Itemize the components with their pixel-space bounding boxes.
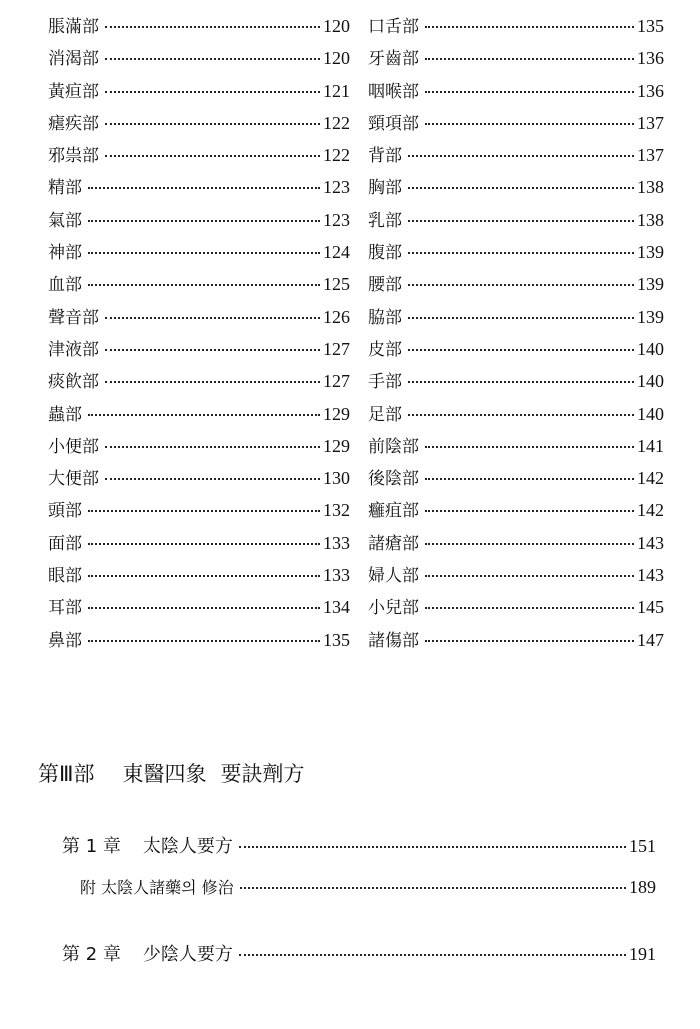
dot-leader — [88, 187, 320, 189]
dot-leader — [88, 543, 320, 545]
toc-entry — [48, 432, 350, 464]
toc-entry-label: 精部 — [48, 178, 82, 199]
toc-entry-page: 136 — [637, 80, 664, 101]
toc-entry — [368, 529, 664, 561]
toc-entry-label: 諸瘡部 — [368, 533, 419, 554]
dot-leader — [425, 123, 634, 125]
toc-entry-page: 123 — [323, 209, 350, 230]
toc-entry-label: 小兒部 — [368, 598, 419, 619]
toc-entry-label: 手部 — [368, 372, 402, 393]
dot-leader — [88, 510, 320, 512]
toc-entry-page: 143 — [637, 532, 664, 553]
toc-entry-page: 138 — [637, 177, 664, 198]
dot-leader — [240, 887, 626, 889]
toc-entry — [48, 464, 350, 496]
toc-entry — [48, 529, 350, 561]
dot-leader — [408, 220, 634, 222]
dot-leader — [408, 284, 634, 286]
toc-entry — [368, 109, 664, 141]
dot-leader — [408, 155, 634, 157]
dot-leader — [408, 187, 634, 189]
toc-entry — [368, 432, 664, 464]
subsection-entry — [80, 875, 656, 898]
dot-leader — [408, 317, 634, 319]
toc-entry-page: 125 — [323, 274, 350, 295]
toc-entry-page: 147 — [637, 629, 664, 650]
toc-entry-label: 面部 — [48, 533, 82, 554]
toc-entry — [368, 400, 664, 432]
toc-entry-label: 諸傷部 — [368, 630, 419, 651]
toc-entry-page: 143 — [637, 565, 664, 586]
part-heading — [38, 758, 304, 788]
toc-entry — [48, 496, 350, 528]
toc-entry-page: 145 — [637, 597, 664, 618]
toc-entry-label: 耳部 — [48, 598, 82, 619]
toc-entry — [368, 561, 664, 593]
dot-leader — [105, 317, 320, 319]
toc-entry-page: 129 — [323, 435, 350, 456]
toc-entry-label: 足部 — [368, 404, 402, 425]
toc-entry-page: 140 — [637, 371, 664, 392]
toc-entry-label: 腰部 — [368, 275, 402, 296]
toc-entry-label: 後陰部 — [368, 469, 419, 490]
toc-entry — [368, 173, 664, 205]
toc-entry-page: 137 — [637, 145, 664, 166]
toc-entry-label: 婦人部 — [368, 566, 419, 587]
dot-leader — [88, 252, 320, 254]
toc-entry-page: 134 — [323, 597, 350, 618]
toc-entry-page: 135 — [637, 16, 664, 36]
dot-leader — [105, 26, 320, 28]
toc-entry-page: 140 — [637, 338, 664, 359]
dot-leader — [425, 510, 634, 512]
toc-entry-page: 141 — [637, 435, 664, 456]
dot-leader — [88, 640, 320, 642]
toc-entry — [48, 109, 350, 141]
dot-leader — [239, 954, 626, 956]
toc-entry-page: 140 — [637, 403, 664, 424]
toc-entry-label: 脇部 — [368, 307, 402, 328]
toc-entry-page: 139 — [637, 306, 664, 327]
toc-entry — [368, 270, 664, 302]
dot-leader — [425, 640, 634, 642]
toc-entry-page: 122 — [323, 112, 350, 133]
dot-leader — [105, 349, 320, 351]
dot-leader — [105, 381, 320, 383]
part-title-a: 東醫四象 — [122, 762, 207, 786]
toc-entry-page: 135 — [323, 629, 350, 650]
toc-entry — [48, 12, 350, 44]
dot-leader — [88, 607, 320, 609]
subsection-page: 189 — [629, 877, 656, 897]
toc-entry-label: 口舌部 — [368, 17, 419, 37]
dot-leader — [425, 478, 634, 480]
toc-entry-page: 142 — [637, 500, 664, 521]
toc-entry-label: 痰飮部 — [48, 372, 99, 393]
dot-leader — [105, 91, 320, 93]
chapter-page: 191 — [629, 944, 656, 964]
dot-leader — [239, 846, 626, 848]
toc-entry — [48, 77, 350, 109]
toc-entry — [368, 44, 664, 76]
toc-entry-label: 血部 — [48, 275, 82, 296]
toc-entry-page: 126 — [323, 306, 350, 327]
chapter-number: 第 1 章 — [62, 836, 121, 857]
toc-entry-page: 142 — [637, 468, 664, 489]
dot-leader — [88, 414, 320, 416]
toc-entry — [48, 206, 350, 238]
toc-entry-page: 120 — [323, 16, 350, 36]
toc-entry — [48, 44, 350, 76]
toc-entry-label: 皮部 — [368, 339, 402, 360]
dot-leader — [105, 478, 320, 480]
toc-entry — [368, 238, 664, 270]
toc-entry — [48, 141, 350, 173]
toc-entry — [368, 12, 664, 44]
toc-entry-label: 腹部 — [368, 243, 402, 264]
toc-entry-label: 黃疸部 — [48, 81, 99, 102]
chapter-title: 太陰人要方 — [142, 836, 233, 857]
dot-leader — [425, 58, 634, 60]
toc-entry-page: 139 — [637, 274, 664, 295]
toc-left-column — [48, 12, 350, 658]
toc-entry-page: 127 — [323, 338, 350, 359]
toc-entry-label: 邪祟部 — [48, 146, 99, 167]
dot-leader — [408, 414, 634, 416]
toc-entry — [48, 335, 350, 367]
toc-entry-label: 消渴部 — [48, 49, 99, 70]
toc-entry-label: 眼部 — [48, 566, 82, 587]
toc-entry-page: 137 — [637, 112, 664, 133]
toc-entry — [368, 496, 664, 528]
dot-leader — [408, 252, 634, 254]
toc-entry — [368, 141, 664, 173]
dot-leader — [88, 575, 320, 577]
part-number: 第Ⅲ部 — [38, 762, 95, 786]
dot-leader — [88, 284, 320, 286]
toc-entry-label: 咽喉部 — [368, 81, 419, 102]
toc-entry-page: 121 — [323, 80, 350, 101]
toc-entry-label: 神部 — [48, 243, 82, 264]
toc-entry-page: 132 — [323, 500, 350, 521]
dot-leader — [88, 220, 320, 222]
dot-leader — [425, 91, 634, 93]
toc-entry — [368, 626, 664, 658]
toc-entry-label: 蟲部 — [48, 404, 82, 425]
toc-entry — [48, 238, 350, 270]
subsection-title: 附 太陰人諸藥의 修治 — [80, 878, 234, 897]
toc-entry-label: 小便部 — [48, 436, 99, 457]
toc-entry-page: 120 — [323, 48, 350, 69]
dot-leader — [425, 26, 634, 28]
dot-leader — [105, 58, 320, 60]
toc-entry — [368, 206, 664, 238]
toc-entry — [368, 464, 664, 496]
toc-entry-label: 頸項部 — [368, 113, 419, 134]
toc-entry-label: 前陰部 — [368, 436, 419, 457]
dot-leader — [105, 123, 320, 125]
toc-entry — [48, 561, 350, 593]
chapter-number: 第 2 章 — [62, 944, 121, 965]
toc-entry-page: 124 — [323, 242, 350, 263]
dot-leader — [408, 381, 634, 383]
toc-entry-label: 背部 — [368, 146, 402, 167]
dot-leader — [408, 349, 634, 351]
toc-entry — [48, 173, 350, 205]
toc-entry — [48, 367, 350, 399]
toc-entry-label: 牙齒部 — [368, 49, 419, 70]
toc-entry-label: 津液部 — [48, 339, 99, 360]
toc-entry-label: 鼻部 — [48, 630, 82, 651]
dot-leader — [425, 607, 634, 609]
toc-entry-page: 130 — [323, 468, 350, 489]
toc-entry-label: 頭部 — [48, 501, 82, 522]
toc-entry-label: 胸部 — [368, 178, 402, 199]
toc-entry — [368, 367, 664, 399]
dot-leader — [425, 543, 634, 545]
toc-entry-page: 129 — [323, 403, 350, 424]
toc-entry-label: 大便部 — [48, 469, 99, 490]
toc-entry-label: 脹滿部 — [48, 17, 99, 37]
toc-entry — [48, 303, 350, 335]
chapter-entry — [62, 832, 656, 858]
toc-entry — [48, 593, 350, 625]
toc-right-column — [368, 12, 664, 658]
toc-entry — [368, 303, 664, 335]
chapter-title: 少陰人要方 — [142, 944, 233, 965]
chapter-entry — [62, 940, 656, 966]
toc-entry-label: 瘧疾部 — [48, 113, 99, 134]
toc-entry — [368, 335, 664, 367]
toc-entry-label: 乳部 — [368, 210, 402, 231]
toc-entry-page: 123 — [323, 177, 350, 198]
toc-entry-page: 127 — [323, 371, 350, 392]
toc-entry — [368, 593, 664, 625]
toc-entry — [368, 77, 664, 109]
toc-entry — [48, 270, 350, 302]
toc-entry — [48, 626, 350, 658]
toc-entry-label: 聲音部 — [48, 307, 99, 328]
chapter-page: 151 — [629, 836, 656, 856]
toc-entry-page: 136 — [637, 48, 664, 69]
dot-leader — [425, 575, 634, 577]
part-title-b: 要訣劑方 — [220, 762, 305, 786]
toc-entry-page: 138 — [637, 209, 664, 230]
toc-entry-page: 139 — [637, 242, 664, 263]
toc-entry-page: 122 — [323, 145, 350, 166]
toc-entry-page: 133 — [323, 532, 350, 553]
toc-entry-label: 癰疽部 — [368, 501, 419, 522]
dot-leader — [425, 446, 634, 448]
toc-entry-page: 133 — [323, 565, 350, 586]
dot-leader — [105, 446, 320, 448]
dot-leader — [105, 155, 320, 157]
toc-entry-label: 氣部 — [48, 210, 82, 231]
toc-entry — [48, 400, 350, 432]
